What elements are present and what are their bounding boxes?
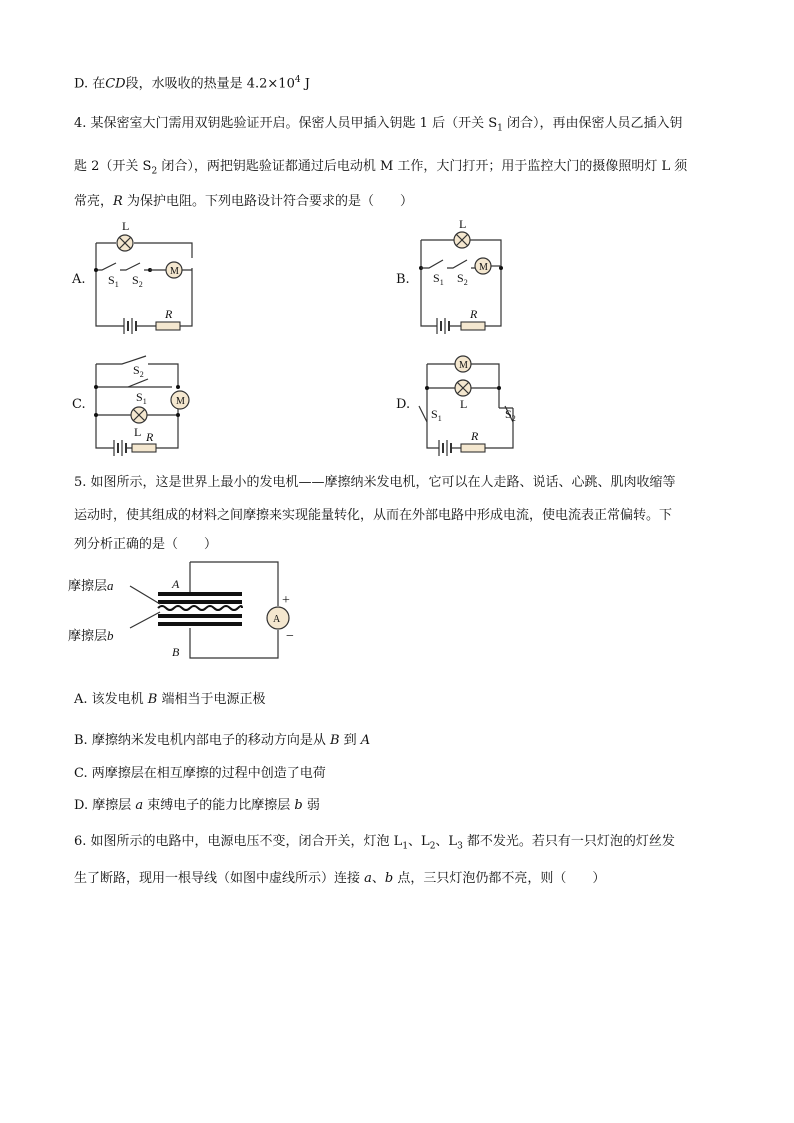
ammeter-minus-label: − — [286, 629, 294, 644]
q4-stem-line3: 常亮，R 为保护电阻。下列电路设计符合要求的是（ ） — [74, 194, 413, 209]
circuit-b-s2-label: $S_2$ — [457, 271, 468, 287]
q3-option-d: D. 在CD段，水吸收的热量是 $4.2\times 10^4$ J — [74, 75, 310, 92]
q6-stem-line1: 6. 如图所示的电路中，电源电压不变，闭合开关，灯泡 $L_1$、$L_2$、$L_3$ 都不发光。若只有一只灯泡的灯丝发 — [74, 834, 675, 852]
q4-option-c-label[interactable]: C. — [72, 397, 86, 412]
nanogenerator-diagram — [68, 558, 318, 663]
q5-stem-line1: 5. 如图所示，这是世界上最小的发电机——摩擦纳米发电机，它可以在人走路、说话、心跳、肌肉收缩等 — [74, 475, 676, 490]
ammeter-label: A — [273, 614, 281, 625]
q5-option-c[interactable]: C. 两摩擦层在相互摩擦的过程中创造了电荷 — [74, 766, 326, 781]
circuit-a-motor-label: M — [170, 266, 179, 277]
circuit-c-motor-label: M — [176, 396, 185, 407]
circuit-d-r-label: R — [471, 429, 479, 443]
q4-option-a-label[interactable]: A. — [72, 272, 86, 287]
circuit-a-lamp-label: L — [122, 219, 130, 233]
circuit-c-s1-label: $S_1$ — [136, 390, 147, 406]
circuit-a-r-label: R — [165, 307, 173, 321]
circuit-c-s2-label: $S_2$ — [133, 363, 144, 379]
circuit-b-r-label: R — [470, 307, 478, 321]
q4-option-b-label[interactable]: B. — [396, 272, 410, 287]
terminal-a-label: A — [172, 577, 180, 591]
q5-stem-line2: 运动时，使其组成的材料之间摩擦来实现能量转化，从而在外部电路中形成电流，使电流表正常偏转。下 — [74, 508, 673, 523]
q5-stem-line3: 列分析正确的是（ ） — [74, 537, 218, 552]
circuit-d-lamp-label: L — [460, 397, 468, 411]
circuit-d-motor-label: M — [459, 360, 468, 371]
circuit-d-diagram — [413, 348, 528, 458]
q4-stem-line2: 匙 2（开关 $S_2$ 闭合），两把钥匙验证都通过后电动机 M 工作，大门打开；用于监控大门的摄像照明灯 L 须 — [74, 159, 688, 177]
ammeter-plus-label: + — [282, 593, 290, 608]
circuit-c-lamp-label: L — [134, 425, 142, 439]
q4-option-d-label[interactable]: D. — [396, 397, 411, 412]
circuit-b-diagram — [413, 218, 528, 336]
q4-stem-line1: 4. 某保密室大门需用双钥匙验证开启。保密人员甲插入钥匙 1 后（开关 $S_1$ 闭合），再由保密人员乙插入钥 — [74, 116, 683, 134]
circuit-c-r-label: R — [146, 430, 154, 444]
circuit-a-s2-label: $S_2$ — [132, 273, 143, 289]
q5-option-b[interactable]: B. 摩擦纳米发电机内部电子的移动方向是从 B 到 A — [74, 733, 371, 748]
q5-option-a[interactable]: A. 该发电机 B 端相当于电源正极 — [74, 692, 266, 707]
circuit-a-s1-label: $S_1$ — [108, 273, 119, 289]
friction-layer-a-label: 摩擦层a — [68, 578, 114, 593]
circuit-b-motor-label: M — [479, 262, 488, 273]
q5-option-d[interactable]: D. 摩擦层 a 束缚电子的能力比摩擦层 b 弱 — [74, 798, 320, 813]
terminal-b-label: B — [172, 645, 180, 659]
circuit-c-diagram — [88, 348, 203, 458]
circuit-a-diagram — [88, 218, 203, 336]
circuit-d-s1-label: $S_1$ — [431, 407, 442, 423]
circuit-b-s1-label: $S_1$ — [433, 271, 444, 287]
q6-stem-line2: 生了断路，现用一根导线（如图中虚线所示）连接 a、b 点，三只灯泡仍都不亮，则（ ） — [74, 871, 606, 886]
circuit-d-s2-label: $S_2$ — [505, 407, 516, 423]
friction-layer-b-label: 摩擦层b — [68, 628, 114, 643]
circuit-b-lamp-label: L — [459, 218, 467, 231]
